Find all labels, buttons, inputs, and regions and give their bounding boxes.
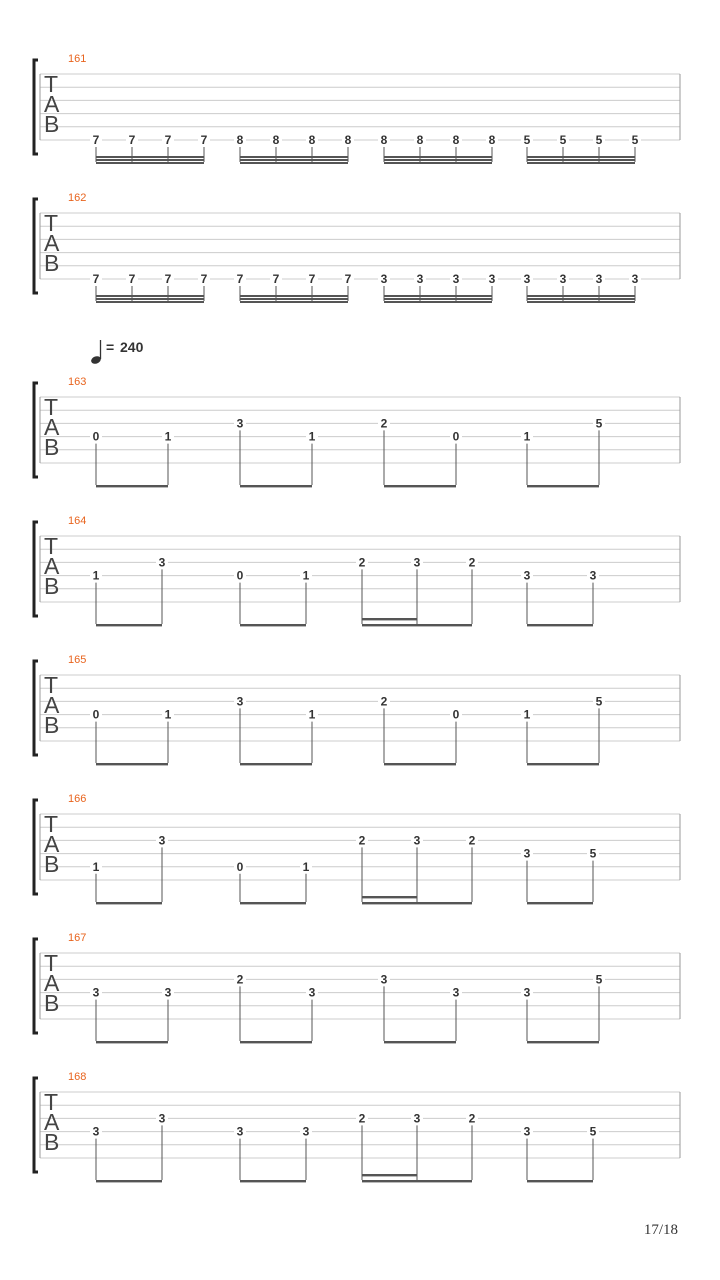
beam — [384, 159, 492, 161]
beam — [527, 162, 635, 164]
tab-system-164 — [34, 515, 680, 626]
fret-number: 3 — [523, 985, 531, 1000]
beam — [240, 162, 348, 164]
beam-group — [90, 555, 168, 626]
beam — [96, 902, 162, 904]
fret-number: 7 — [308, 272, 316, 286]
tab-clef-letter: A — [44, 692, 60, 718]
beam — [384, 156, 492, 158]
measure-number: 161 — [68, 53, 87, 65]
tab-clef-letter: T — [44, 210, 59, 236]
tab-clef-letter: B — [44, 111, 60, 137]
fret-number: 2 — [468, 833, 476, 848]
beam-group — [90, 1111, 168, 1182]
fret-number: 3 — [523, 568, 531, 583]
fret-number: 1 — [92, 859, 100, 874]
tab-system-168 — [34, 1071, 680, 1182]
sixteenth-beam — [362, 896, 417, 898]
beam — [384, 295, 492, 297]
beam — [240, 301, 348, 303]
beam — [527, 624, 593, 626]
fret-number: 3 — [452, 272, 460, 286]
beam — [384, 298, 492, 300]
fret-number: 3 — [488, 272, 496, 286]
beam-group — [521, 972, 605, 1043]
beam-group — [378, 133, 498, 164]
tempo-bpm: 240 — [120, 339, 144, 355]
fret-number: 3 — [164, 985, 172, 1000]
beam — [384, 1041, 456, 1043]
system-bracket — [34, 60, 38, 154]
fret-number: 2 — [468, 555, 476, 570]
fret-number: 1 — [308, 429, 316, 444]
tab-clef-letter: B — [44, 1129, 60, 1155]
tab-clef-letter: A — [44, 414, 60, 440]
tempo-marking — [90, 339, 144, 365]
beam — [527, 298, 635, 300]
fret-number: 3 — [302, 1124, 310, 1139]
fret-number: 5 — [595, 133, 603, 147]
fret-number: 2 — [380, 416, 388, 431]
tab-clef-letter: A — [44, 831, 60, 857]
tab-clef-letter: T — [44, 394, 59, 420]
beam-group — [234, 972, 318, 1043]
fret-number: 8 — [344, 133, 352, 147]
fret-number: 3 — [158, 833, 166, 848]
tab-clef-letter: A — [44, 230, 60, 256]
fret-number: 3 — [413, 833, 421, 848]
beam — [527, 1041, 599, 1043]
beam-group — [234, 133, 354, 164]
beam — [96, 1041, 168, 1043]
fret-number: 2 — [468, 1111, 476, 1126]
measure-number: 162 — [68, 192, 87, 204]
tab-clef-letter: A — [44, 970, 60, 996]
beam-group — [521, 847, 599, 905]
beam — [240, 1041, 312, 1043]
fret-number: 3 — [413, 555, 421, 570]
fret-number: 3 — [413, 1111, 421, 1126]
fret-number: 3 — [631, 272, 639, 286]
fret-number: 8 — [272, 133, 280, 147]
fret-number: 7 — [164, 272, 172, 286]
tab-clef-letter: T — [44, 811, 59, 837]
tab-clef-letter: B — [44, 851, 60, 877]
beam-group — [90, 833, 168, 904]
beam-group — [90, 708, 174, 766]
beam-group — [356, 555, 478, 626]
measure-number: 163 — [68, 376, 87, 388]
beam — [240, 1180, 306, 1182]
beam-group — [521, 569, 599, 627]
fret-number: 8 — [380, 133, 388, 147]
fret-number: 2 — [358, 833, 366, 848]
beam — [96, 624, 162, 626]
beam-group — [378, 972, 462, 1043]
fret-number: 7 — [200, 133, 208, 147]
tab-clef-letter: B — [44, 712, 60, 738]
fret-number: 3 — [158, 1111, 166, 1126]
beam-group — [234, 272, 354, 303]
tab-system-166 — [34, 793, 680, 904]
fret-number: 3 — [416, 272, 424, 286]
fret-number: 7 — [200, 272, 208, 286]
fret-number: 0 — [236, 859, 244, 874]
tab-clef-letter: B — [44, 990, 60, 1016]
fret-number: 5 — [595, 972, 603, 987]
beam — [96, 156, 204, 158]
fret-number: 1 — [302, 859, 310, 874]
beam-group — [90, 272, 210, 303]
fret-number: 1 — [92, 568, 100, 583]
beam — [96, 1180, 162, 1182]
tab-system-161 — [34, 53, 680, 164]
fret-number: 7 — [236, 272, 244, 286]
tab-clef-letter: T — [44, 1089, 59, 1115]
beam — [240, 763, 312, 765]
fret-number: 7 — [128, 133, 136, 147]
fret-number: 2 — [380, 694, 388, 709]
fret-number: 1 — [523, 707, 531, 722]
beam-group — [90, 133, 210, 164]
fret-number: 8 — [416, 133, 424, 147]
beam — [240, 298, 348, 300]
fret-number: 2 — [358, 1111, 366, 1126]
fret-number: 1 — [164, 707, 172, 722]
beam-group — [378, 416, 462, 487]
fret-number: 5 — [589, 846, 597, 861]
fret-number: 0 — [452, 429, 460, 444]
beam — [96, 763, 168, 765]
beam — [527, 159, 635, 161]
fret-number: 7 — [344, 272, 352, 286]
system-bracket — [34, 199, 38, 293]
beam-group — [234, 416, 318, 487]
tab-clef-letter: T — [44, 950, 59, 976]
system-bracket — [34, 1078, 38, 1172]
fret-number: 3 — [236, 416, 244, 431]
beam — [362, 902, 472, 904]
system-bracket — [34, 522, 38, 616]
fret-number: 3 — [236, 1124, 244, 1139]
fret-number: 8 — [236, 133, 244, 147]
fret-number: 3 — [158, 555, 166, 570]
fret-number: 3 — [92, 985, 100, 1000]
fret-number: 3 — [559, 272, 567, 286]
tab-system-163 — [34, 339, 680, 487]
fret-number: 8 — [308, 133, 316, 147]
fret-number: 1 — [523, 429, 531, 444]
beam — [96, 162, 204, 164]
measure-number: 164 — [68, 515, 87, 527]
beam — [527, 301, 635, 303]
tab-clef-letter: T — [44, 71, 59, 97]
fret-number: 7 — [272, 272, 280, 286]
beam — [240, 159, 348, 161]
tab-clef-letter: T — [44, 672, 59, 698]
beam — [240, 485, 312, 487]
system-bracket — [34, 383, 38, 477]
fret-number: 3 — [595, 272, 603, 286]
beam-group — [356, 833, 478, 904]
fret-number: 7 — [164, 133, 172, 147]
sixteenth-beam — [362, 1174, 417, 1176]
beam — [96, 298, 204, 300]
beam-group — [521, 1125, 599, 1183]
tab-clef-letter: B — [44, 250, 60, 276]
system-bracket — [34, 939, 38, 1033]
fret-number: 2 — [358, 555, 366, 570]
fret-number: 0 — [92, 707, 100, 722]
tab-clef-letter: T — [44, 533, 59, 559]
fret-number: 7 — [92, 272, 100, 286]
beam — [527, 902, 593, 904]
beam-group — [521, 272, 641, 303]
measure-number: 168 — [68, 1071, 87, 1083]
fret-number: 3 — [523, 272, 531, 286]
tab-clef-letter: A — [44, 553, 60, 579]
beam-group — [521, 694, 605, 765]
beam — [527, 485, 599, 487]
beam-group — [234, 694, 318, 765]
beam — [384, 763, 456, 765]
tempo-equals: = — [106, 339, 115, 355]
fret-number: 5 — [595, 416, 603, 431]
beam-group — [90, 986, 174, 1044]
measure-number: 165 — [68, 654, 87, 666]
beam — [240, 156, 348, 158]
fret-number: 0 — [236, 568, 244, 583]
beam — [362, 624, 472, 626]
beam — [527, 1180, 593, 1182]
fret-number: 5 — [595, 694, 603, 709]
beam-group — [521, 133, 641, 164]
fret-number: 5 — [559, 133, 567, 147]
beam — [384, 162, 492, 164]
fret-number: 0 — [452, 707, 460, 722]
beam-group — [90, 430, 174, 488]
fret-number: 3 — [380, 972, 388, 987]
page-number: 17/18 — [643, 1222, 678, 1238]
beam-group — [521, 416, 605, 487]
fret-number: 8 — [452, 133, 460, 147]
fret-number: 5 — [631, 133, 639, 147]
fret-number: 3 — [523, 846, 531, 861]
fret-number: 7 — [128, 272, 136, 286]
fret-number: 5 — [589, 1124, 597, 1139]
tab-clef-letter: B — [44, 573, 60, 599]
beam — [362, 1180, 472, 1182]
beam — [527, 156, 635, 158]
beam — [240, 902, 306, 904]
fret-number: 3 — [523, 1124, 531, 1139]
beam — [240, 624, 306, 626]
beam — [240, 295, 348, 297]
tab-system-162 — [34, 192, 680, 303]
sixteenth-beam — [362, 618, 417, 620]
beam — [384, 301, 492, 303]
beam-group — [378, 694, 462, 765]
fret-number: 3 — [92, 1124, 100, 1139]
fret-number: 0 — [92, 429, 100, 444]
beam-group — [356, 1111, 478, 1182]
fret-number: 3 — [380, 272, 388, 286]
tab-clef-letter: A — [44, 91, 60, 117]
beam-group — [234, 569, 312, 627]
measure-number: 166 — [68, 793, 87, 805]
fret-number: 8 — [488, 133, 496, 147]
fret-number: 2 — [236, 972, 244, 987]
tab-clef-letter: B — [44, 434, 60, 460]
tab-system-165 — [34, 654, 680, 765]
tab-system-167 — [34, 932, 680, 1043]
beam — [96, 301, 204, 303]
fret-number: 3 — [589, 568, 597, 583]
fret-number: 3 — [308, 985, 316, 1000]
system-bracket — [34, 661, 38, 755]
beam — [96, 485, 168, 487]
beam — [96, 159, 204, 161]
fret-number: 3 — [236, 694, 244, 709]
tab-clef-letter: A — [44, 1109, 60, 1135]
fret-number: 1 — [164, 429, 172, 444]
beam-group — [378, 272, 498, 303]
beam — [527, 295, 635, 297]
fret-number: 1 — [302, 568, 310, 583]
beam — [527, 763, 599, 765]
measure-number: 167 — [68, 932, 87, 944]
beam-group — [234, 1125, 312, 1183]
beam — [96, 295, 204, 297]
system-bracket — [34, 800, 38, 894]
beam — [384, 485, 456, 487]
fret-number: 5 — [523, 133, 531, 147]
fret-number: 1 — [308, 707, 316, 722]
fret-number: 3 — [452, 985, 460, 1000]
fret-number: 7 — [92, 133, 100, 147]
